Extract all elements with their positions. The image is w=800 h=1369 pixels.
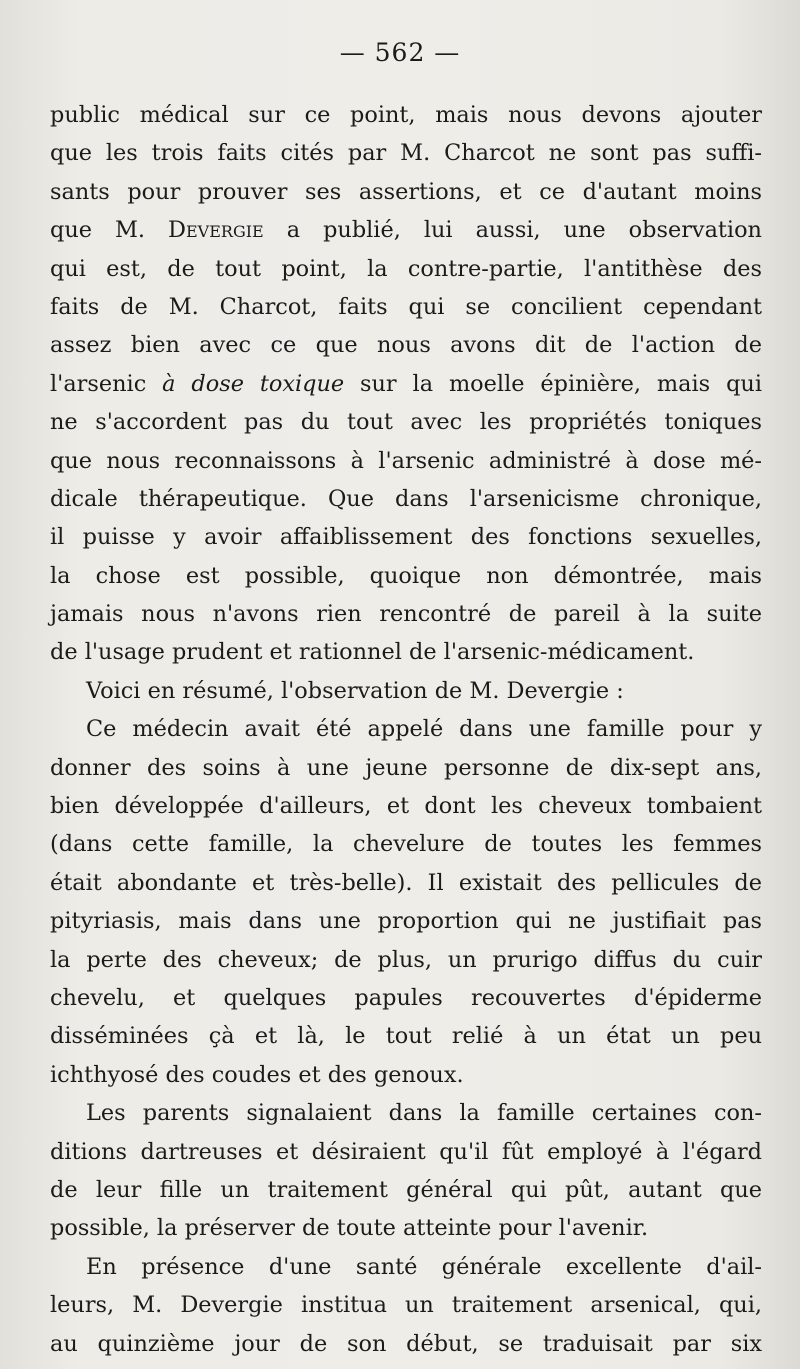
text-line: disséminées çà et là, le tout relié à un état un peu	[50, 1023, 762, 1050]
text-line: ichthyosé des coudes et des genoux.	[50, 1061, 464, 1088]
text-run: que M.	[50, 217, 169, 244]
text-run: l'arsenic	[50, 370, 163, 397]
italic-phrase: à dose toxique	[162, 370, 345, 397]
text-line: était abondante et très-belle). Il existait des pellicules de	[50, 869, 762, 896]
text-line: dicale thérapeutique. Que dans l'arsenicisme chronique,	[50, 485, 762, 512]
text-line	[50, 365, 762, 403]
text-line: sants pour prouver ses assertions, et ce d'autant moins	[50, 178, 762, 205]
text-line: que les trois faits cités par M. Charcot ne sont pas suffi-	[50, 140, 762, 167]
text-line: pityriasis, mais dans une proportion qui ne justifiait pas	[50, 908, 762, 935]
page-number: — 562 —	[339, 38, 461, 67]
text-line: public médical sur ce point, mais nous devons ajouter	[50, 102, 762, 128]
text-line: au quinzième jour de son début, se traduisait par six	[50, 1330, 762, 1357]
text-line: bien développée d'ailleurs, et dont les cheveux tombaient	[50, 793, 762, 820]
text-line: (dans cette famille, la chevelure de toutes les femmes	[50, 831, 762, 858]
text-line: assez bien avec ce que nous avons dit de l'action de	[50, 332, 762, 359]
paragraph-start-line: Ce médecin avait été appelé dans une famille pour y	[86, 716, 762, 743]
text-line	[50, 211, 762, 249]
text-line: qui est, de tout point, la contre-partie, l'antithèse des	[50, 255, 762, 282]
paragraph-start-line: En présence d'une santé générale excellente d'ail-	[86, 1253, 762, 1280]
text-line: leurs, M. Devergie institua un traitement arsenical, qui,	[50, 1292, 762, 1319]
text-line: de leur fille un traitement général qui pût, autant que	[50, 1176, 762, 1203]
text-run: a publié, lui aussi, une observation	[263, 217, 762, 244]
text-run: sur la moelle épinière, mais qui	[344, 370, 762, 397]
paragraph-start-line: Voici en résumé, l'observation de M. Devergie :	[86, 677, 624, 704]
text-line: donner des soins à une jeune personne de dix-sept ans,	[50, 754, 762, 781]
author-name-small-caps: Devergie	[168, 217, 264, 244]
text-line: possible, la préserver de toute atteinte pour l'avenir.	[50, 1215, 649, 1242]
text-line: il puisse y avoir affaiblissement des fonctions sexuelles,	[50, 524, 762, 551]
text-line: chevelu, et quelques papules recouvertes d'épiderme	[50, 984, 762, 1011]
body-text	[50, 96, 762, 1363]
text-line: la chose est possible, quoique non démontrée, mais	[50, 562, 762, 589]
text-line: la perte des cheveux; de plus, un prurigo diffus du cuir	[50, 946, 762, 973]
text-line: ne s'accordent pas du tout avec les propriétés toniques	[50, 409, 762, 436]
text-line: ditions dartreuses et désiraient qu'il fût employé à l'égard	[50, 1138, 762, 1165]
text-line: faits de M. Charcot, faits qui se concilient cependant	[50, 293, 762, 320]
paragraph-start-line: Les parents signalaient dans la famille certaines con-	[86, 1100, 762, 1127]
text-line: de l'usage prudent et rationnel de l'arsenic-médicament.	[50, 639, 695, 666]
text-line: que nous reconnaissons à l'arsenic administré à dose mé-	[50, 447, 762, 474]
text-line: jamais nous n'avons rien rencontré de pareil à la suite	[50, 601, 762, 628]
